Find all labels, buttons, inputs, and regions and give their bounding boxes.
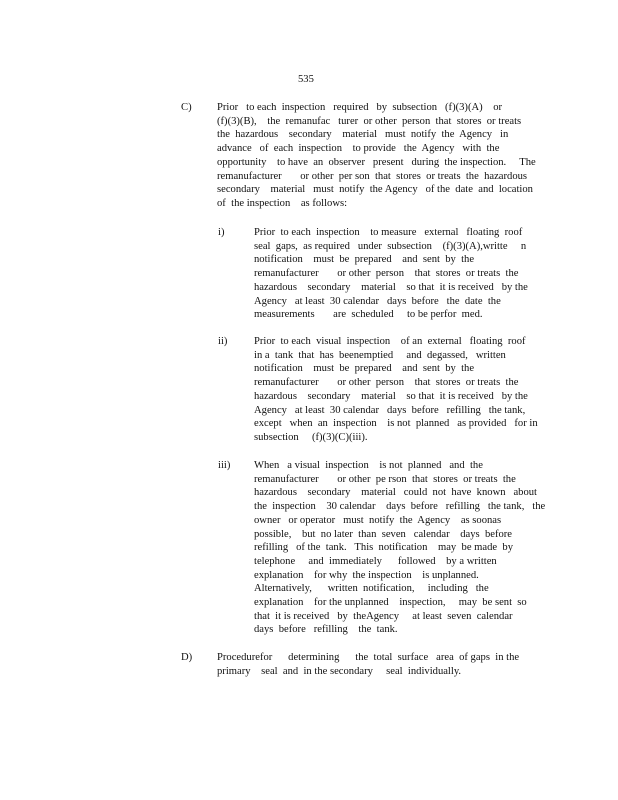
text-line: remanufacturer or other per son that stores or treats the hazardous: [217, 170, 528, 182]
text-line: that it is received by theAgency at least seven calendar: [254, 610, 513, 622]
text-line: telephone and immediately followed by a written: [254, 555, 497, 567]
text-line: seal gaps, as required under subsection (f)(3)(A),writte n: [254, 240, 527, 252]
text-line: Prior to each inspection to measure external floating roof: [254, 227, 523, 238]
text-line: except when an inspection is not planned as provided for in: [254, 418, 538, 430]
paragraph-d-label: D): [181, 652, 193, 663]
text-line: of the inspection as follows:: [217, 197, 348, 209]
text-line: advance of each inspection to provide the Agency with the: [217, 143, 500, 155]
text-line: days before refilling the tank.: [254, 624, 398, 636]
paragraph-d-text: [217, 651, 519, 678]
text-line: secondary material must notify the Agency of the date and location: [217, 184, 533, 196]
text-line: measurements are scheduled to be perfor med.: [254, 309, 483, 321]
text-line: hazardous secondary material so that it is received by the: [254, 281, 528, 293]
text-line: Agency at least 30 calendar days before refilling the tank,: [254, 404, 526, 416]
subparagraph-iii-text: [254, 459, 545, 637]
text-line: Prior to each visual inspection of an external floating roof: [254, 336, 526, 347]
text-line: explanation for why the inspection is unplanned.: [254, 569, 479, 581]
text-line: (f)(3)(B), the remanufac turer or other person that stores or treats: [217, 115, 522, 127]
text-line: owner or operator must notify the Agency as soonas: [254, 514, 502, 526]
text-line: remanufacturer or other person that stores or treats the: [254, 377, 519, 389]
paragraph-c-text: [217, 101, 536, 211]
text-line: remanufacturer or other person that stores or treats the: [254, 268, 519, 280]
paragraph-c-label: C): [181, 102, 192, 113]
subparagraph-ii-label: ii): [218, 336, 228, 347]
text-line: subsection (f)(3)(C)(iii).: [254, 431, 368, 443]
text-line: notification must be prepared and sent by the: [254, 254, 475, 266]
text-line: refilling of the tank. This notification may be made by: [254, 542, 513, 554]
text-line: hazardous secondary material could not have known about: [254, 487, 538, 499]
text-line: When a visual inspection is not planned and the: [254, 460, 483, 471]
text-line: explanation for the unplanned inspection, may be sent so: [254, 597, 527, 609]
text-line: Agency at least 30 calendar days before the date the: [254, 295, 501, 307]
subparagraph-iii-label: iii): [218, 460, 231, 471]
text-line: in a tank that has beenemptied and degassed, written: [254, 349, 506, 361]
text-line: hazardous secondary material so that it is received by the: [254, 390, 528, 402]
text-line: possible, but no later than seven calendar days before: [254, 528, 512, 540]
text-line: the inspection 30 calendar days before refilling the tank, the: [254, 501, 546, 513]
text-line: remanufacturer or other pe rson that stores or treats the: [254, 473, 516, 485]
text-line: primary seal and in the secondary seal individually.: [217, 665, 462, 677]
subparagraph-i-text: [254, 226, 528, 322]
subparagraph-i-label: i): [218, 227, 225, 238]
text-line: notification must be prepared and sent by the: [254, 363, 475, 375]
text-line: Alternatively, written notification, including the: [254, 583, 489, 595]
text-line: Prior to each inspection required by subsection (f)(3)(A) or: [217, 102, 503, 113]
text-line: Procedurefor determining the total surface area of gaps in the: [217, 652, 520, 663]
text-line: the hazardous secondary material must notify the Agency in: [217, 129, 509, 141]
page-number: 535: [298, 74, 314, 85]
text-line: opportunity to have an observer present during the inspection. The: [217, 156, 536, 168]
subparagraph-ii-text: [254, 335, 538, 445]
